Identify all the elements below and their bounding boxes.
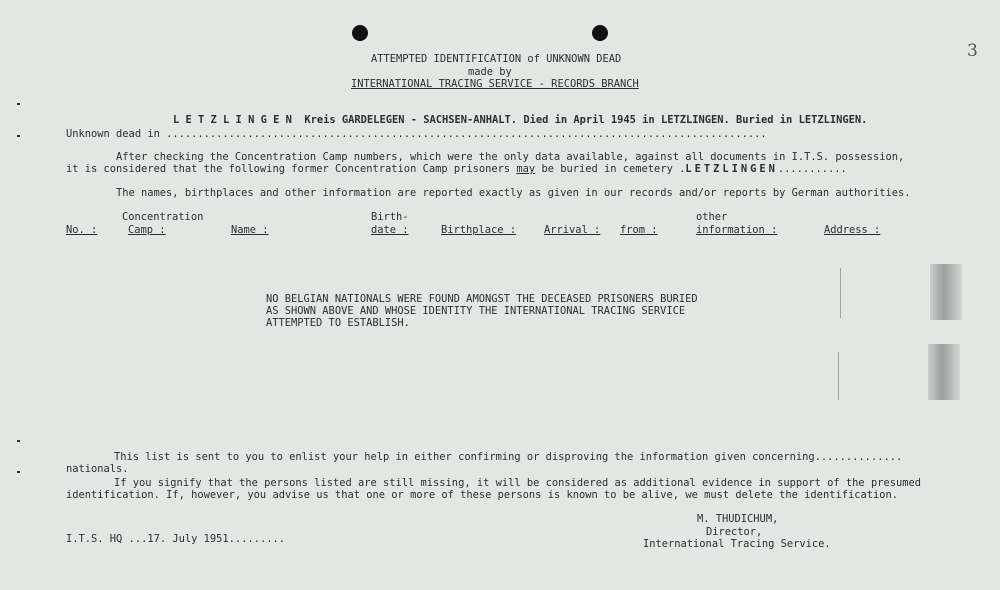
paragraph-considered-pre: it is considered that the following former Concentration Camp prisoners <box>66 163 517 175</box>
may-underlined: may <box>516 163 536 175</box>
header-organization: INTERNATIONAL TRACING SERVICE - RECORDS BRANCH <box>351 78 639 90</box>
its-hq-label: I.T.S. HQ <box>66 533 123 545</box>
col-no: No. : <box>66 224 98 236</box>
scan-line-1 <box>840 268 841 318</box>
margin-mark-3 <box>17 440 20 442</box>
notice-line-3: ATTEMPTED TO ESTABLISH. <box>266 317 410 329</box>
its-hq-date: 17. July 1951 <box>147 533 229 545</box>
col-from: from : <box>620 224 658 236</box>
paragraph-considered: it is considered that the following former Concentration Camp prisoners may be buried in cemetery .LETZLINGEN........... <box>66 163 847 175</box>
col-other-top: other <box>696 211 728 223</box>
col-name: Name : <box>231 224 269 236</box>
header-made-by: made by <box>468 66 512 78</box>
unknown-dead-location: L E T Z L I N G E N Kreis GARDELEGEN - SACHSEN-ANHALT. Died in April 1945 in LETZLINGEN. Buried in LETZLINGEN. <box>173 114 868 126</box>
cemetery-name: LETZLINGEN <box>685 163 778 175</box>
col-birthdate: date : <box>371 224 409 236</box>
col-address: Address : <box>824 224 881 236</box>
signature-title: Director, <box>706 526 763 538</box>
unknown-dead-label-text: Unknown dead in <box>66 128 160 140</box>
col-camp: Camp : <box>128 224 166 236</box>
footer-enlist-help: This list is sent to you to enlist your help in either confirming or disproving the information given concerning.............. <box>114 451 903 463</box>
footer-nationals: nationals. <box>66 463 129 475</box>
margin-mark-1 <box>17 103 20 105</box>
paragraph-checking: After checking the Concentration Camp numbers, which were the only data available, against all documents in I.T.S. possession, <box>116 151 905 163</box>
footer-enlist-text: This list is sent to you to enlist your help in either confirming or disproving the information given concerning <box>114 451 815 463</box>
paragraph-names-note: The names, birthplaces and other information are reported exactly as given in our records and/or reports by German authorities. <box>116 187 911 199</box>
scan-shadow-1 <box>930 264 962 320</box>
signature-organization: International Tracing Service. <box>643 538 831 550</box>
col-camp-top: Concentration <box>122 211 204 223</box>
notice-line-1: NO BELGIAN NATIONALS WERE FOUND AMONGST THE DECEASED PRISONERS BURIED <box>266 293 698 305</box>
page-number: 3 <box>967 41 978 61</box>
unknown-dead-label: Unknown dead in ................................................................................................ <box>66 128 767 140</box>
paragraph-considered-post: be buried in cemetery . <box>535 163 686 175</box>
footer-missing: If you signify that the persons listed are still missing, it will be considered as additional evidence in support of the presumed <box>114 477 921 489</box>
footer-alive: identification. If, however, you advise us that one or more of these persons is known to be alive, we must delete the identification. <box>66 489 899 501</box>
scan-shadow-2 <box>928 344 960 400</box>
scan-line-2 <box>838 352 839 400</box>
col-birthdate-top: Birth- <box>371 211 409 223</box>
margin-mark-4 <box>17 471 20 473</box>
notice-line-2: AS SHOWN ABOVE AND WHOSE IDENTITY THE INTERNATIONAL TRACING SERVICE <box>266 305 686 317</box>
its-hq-line: I.T.S. HQ ...17. July 1951......... <box>66 533 285 545</box>
margin-mark-2 <box>17 135 20 137</box>
signature-name: M. THUDICHUM, <box>697 513 779 525</box>
header-title: ATTEMPTED IDENTIFICATION of UNKNOWN DEAD <box>371 53 622 65</box>
punch-hole-left <box>352 25 368 41</box>
col-arrival: Arrival : <box>544 224 601 236</box>
punch-hole-right <box>592 25 608 41</box>
col-other-information: information : <box>696 224 778 236</box>
col-birthplace: Birthplace : <box>441 224 517 236</box>
